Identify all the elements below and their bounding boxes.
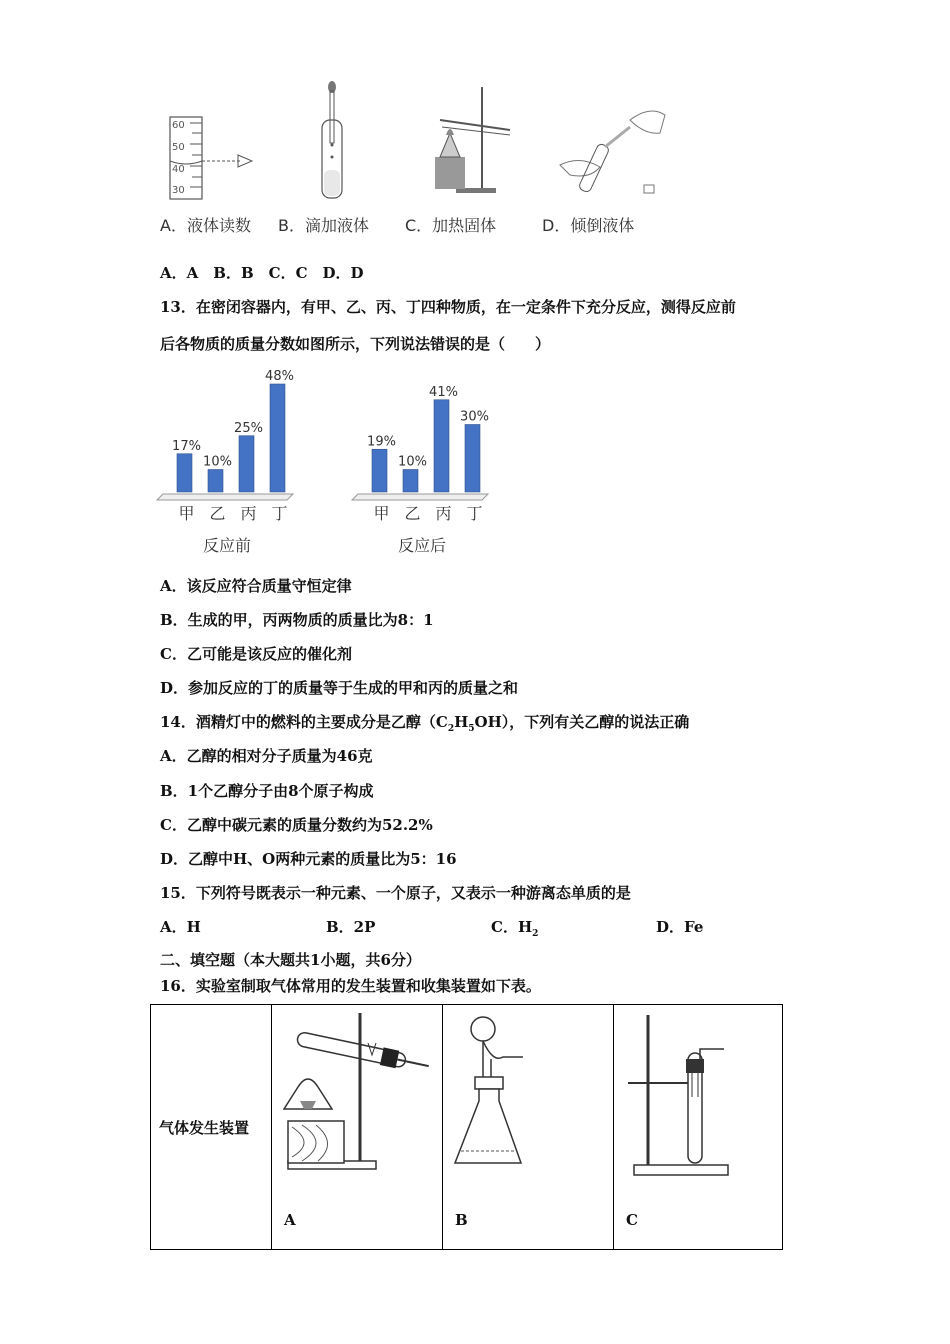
q14-option-d: D．乙醇中H、O两种元素的质量比为5：16 xyxy=(160,850,457,868)
q14-sub-2: 2 xyxy=(447,724,455,734)
category-label-甲: 甲 xyxy=(373,504,390,523)
q13-stem-line2: 后各物质的质量分数如图所示，下列说法错误的是（ ） xyxy=(160,335,551,353)
chart-floor xyxy=(352,494,488,500)
q14-option-b: B．1个乙醇分子由8个原子构成 xyxy=(160,782,374,800)
q15-option-c xyxy=(491,916,538,939)
section-2-heading: 二、填空题（本大题共1小题，共6分） xyxy=(160,951,421,969)
tick-40: 40 xyxy=(172,164,185,175)
q14-stem-part3: OH），下列有关乙醇的说法正确 xyxy=(474,713,690,731)
bar-乙 xyxy=(208,470,223,493)
q15-option-c-text: C．H xyxy=(491,918,533,936)
bar-丙 xyxy=(434,400,449,492)
q15-option-d: D．Fe xyxy=(656,918,704,936)
test-tube-stand-apparatus-icon xyxy=(614,1005,784,1205)
bar-丁 xyxy=(465,425,480,493)
chart-after xyxy=(350,380,500,558)
tick-50: 50 xyxy=(172,142,185,153)
q13-stem-line1: 13．在密闭容器内，有甲、乙、丙、丁四种物质，在一定条件下充分反应，测得反应前 xyxy=(160,298,736,316)
value-label-乙: 10% xyxy=(203,454,232,470)
q15-option-b: B．2P xyxy=(326,918,376,936)
q12-options: A．A B．B C．C D．D xyxy=(160,264,364,282)
category-label-乙: 乙 xyxy=(209,504,226,523)
q15-option-c-sub: 2 xyxy=(532,929,539,939)
bar-丁 xyxy=(270,384,285,492)
value-label-丁: 48% xyxy=(265,369,294,384)
category-label-丙: 丙 xyxy=(240,504,257,523)
row-header-label: 气体发生装置 xyxy=(159,1118,250,1137)
q16-stem: 16．实验室制取气体常用的发生装置和收集装置如下表。 xyxy=(160,977,541,995)
tick-30: 30 xyxy=(172,185,185,196)
pouring-liquid-icon xyxy=(560,111,665,193)
category-label-丁: 丁 xyxy=(466,504,483,523)
q13-option-d: D．参加反应的丁的质量等于生成的甲和丙的质量之和 xyxy=(160,679,519,697)
heating-solid-apparatus-icon xyxy=(435,87,510,193)
chart-title: 反应后 xyxy=(397,536,447,555)
apparatus-a-label: A xyxy=(284,1211,296,1229)
apparatus-b-label: B xyxy=(455,1211,468,1229)
category-label-丁: 丁 xyxy=(271,504,288,523)
q12-label-b: B．滴加液体 xyxy=(278,216,369,235)
q12-label-d: D．倾倒液体 xyxy=(542,216,635,235)
q12-label-a: A．液体读数 xyxy=(160,216,251,235)
graduated-cylinder-icon xyxy=(170,117,252,199)
apparatus-a-cell xyxy=(272,1005,443,1250)
bar-丙 xyxy=(239,436,254,492)
heating-tube-apparatus-icon xyxy=(272,1005,442,1205)
apparatus-table xyxy=(150,1004,783,1250)
chart-before xyxy=(155,362,305,558)
apparatus-b-cell xyxy=(443,1005,614,1250)
bar-甲 xyxy=(372,449,387,492)
value-label-丁: 30% xyxy=(460,409,489,425)
dropper-test-tube-icon xyxy=(322,81,342,198)
q13-option-b: B．生成的甲，丙两物质的质量比为8：1 xyxy=(160,611,434,629)
q14-option-a: A．乙醇的相对分子质量为46克 xyxy=(160,747,373,765)
q13-option-c: C．乙可能是该反应的催化剂 xyxy=(160,645,352,663)
q12-label-c: C．加热固体 xyxy=(405,216,497,235)
value-label-乙: 10% xyxy=(398,454,427,470)
value-label-甲: 17% xyxy=(172,438,201,454)
value-label-丙: 41% xyxy=(429,384,458,400)
q14-stem xyxy=(160,711,689,734)
q12-figure-strip xyxy=(160,75,680,205)
value-label-甲: 19% xyxy=(367,434,396,450)
row-header-cell xyxy=(151,1005,272,1250)
category-label-乙: 乙 xyxy=(404,504,421,523)
q15-option-a: A．H xyxy=(160,918,201,936)
category-label-甲: 甲 xyxy=(178,504,195,523)
apparatus-c-cell xyxy=(614,1005,783,1250)
erlenmeyer-flask-apparatus-icon xyxy=(443,1005,613,1205)
apparatus-c-label: C xyxy=(626,1211,638,1229)
q14-sub-5: 5 xyxy=(468,724,475,734)
chart-title: 反应前 xyxy=(202,536,252,555)
bar-乙 xyxy=(403,470,418,493)
q14-stem-part2: H xyxy=(454,713,469,731)
q14-option-c: C．乙醇中碳元素的质量分数约为52.2% xyxy=(160,816,433,834)
q13-option-a: A．该反应符合质量守恒定律 xyxy=(160,577,352,595)
category-label-丙: 丙 xyxy=(435,504,452,523)
bar-甲 xyxy=(177,454,192,492)
tick-60: 60 xyxy=(172,120,185,131)
q14-stem-part1: 14．酒精灯中的燃料的主要成分是乙醇（C xyxy=(160,713,448,731)
chart-floor xyxy=(157,494,293,500)
q15-stem: 15．下列符号既表示一种元素、一个原子，又表示一种游离态单质的是 xyxy=(160,884,631,902)
value-label-丙: 25% xyxy=(234,420,263,436)
